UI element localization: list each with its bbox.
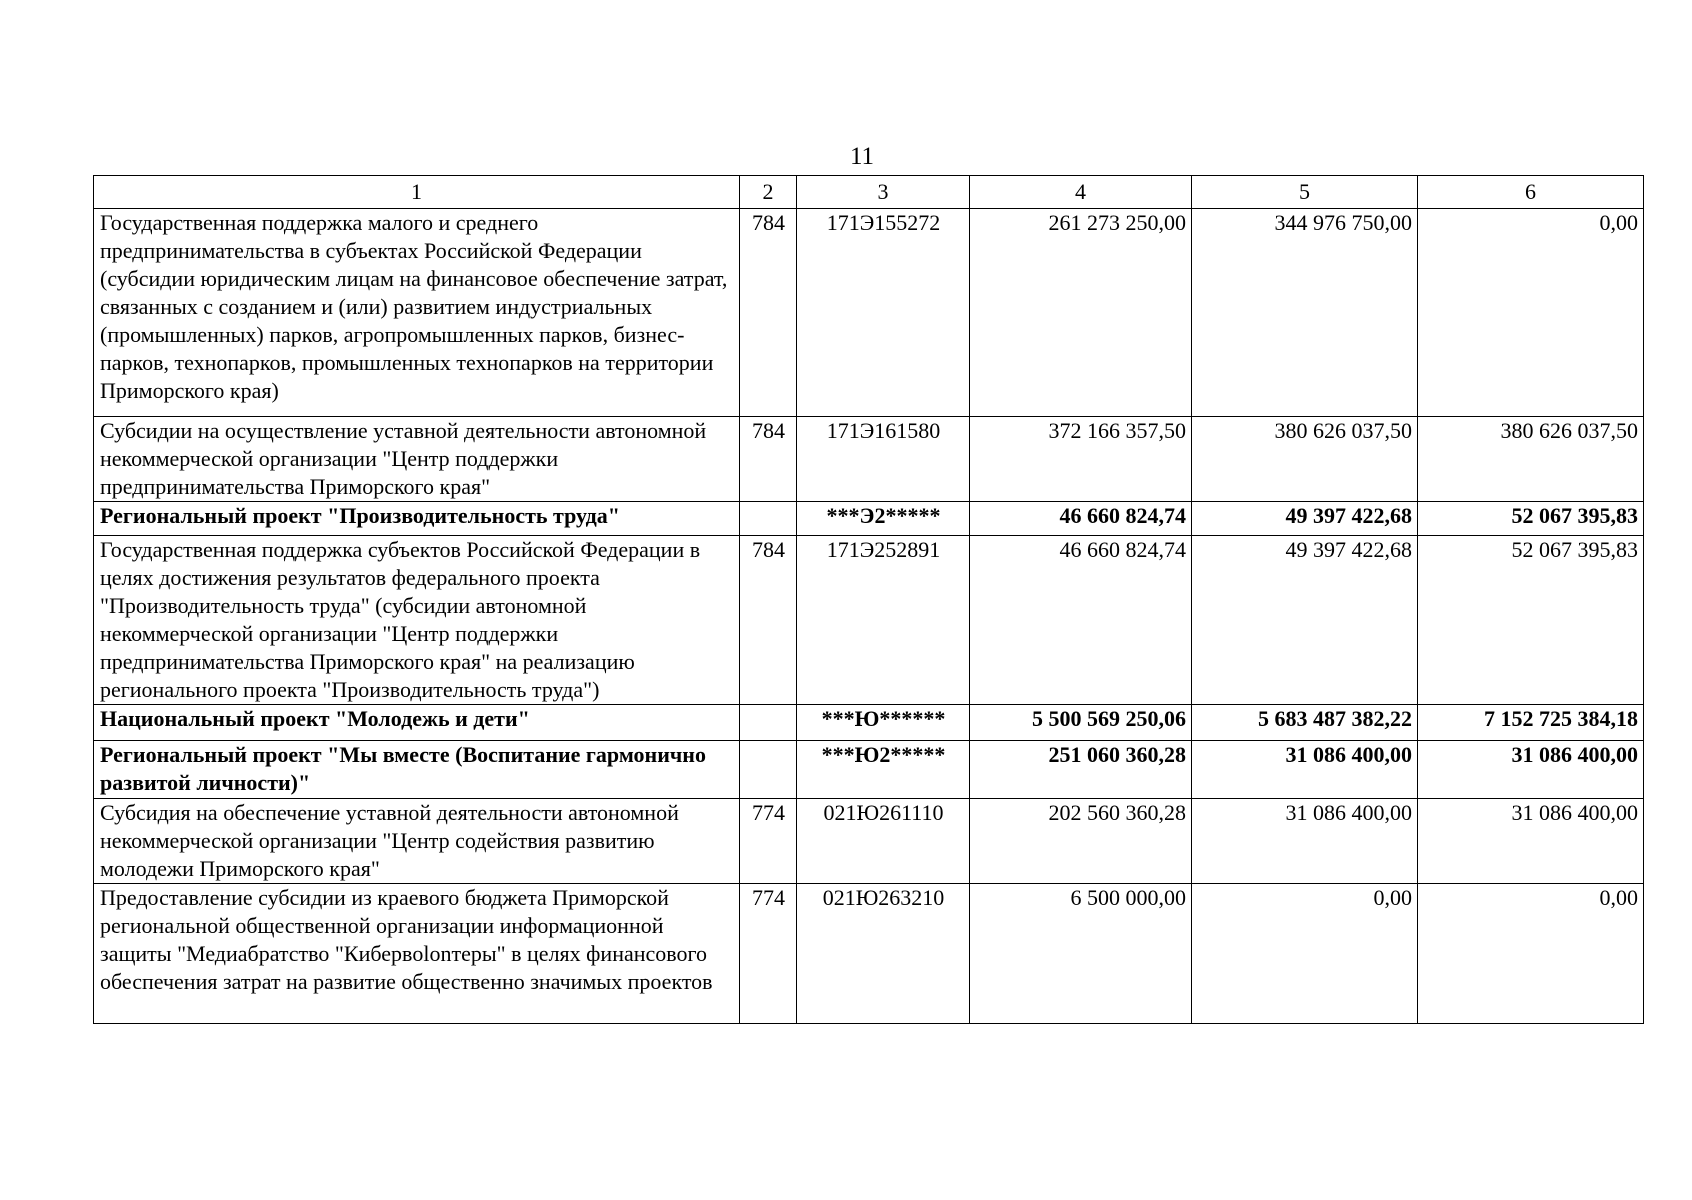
row-name: Региональный проект "Производительность труда": [94, 502, 740, 536]
table-row: [94, 417, 1644, 502]
row-target-code: ***Э2*****: [797, 502, 970, 536]
row-name: Субсидия на обеспечение уставной деятельности автономной некоммерческой организации "Центр содействия развитию молодежи Приморского края": [94, 799, 740, 884]
row-value-1: 202 560 360,28: [970, 799, 1192, 884]
row-target-code: ***Ю2*****: [797, 741, 970, 799]
row-value-2: 5 683 487 382,22: [1192, 705, 1418, 741]
row-value-3: 0,00: [1418, 209, 1644, 417]
row-target-code: 021Ю261110: [797, 799, 970, 884]
row-value-2: 380 626 037,50: [1192, 417, 1418, 502]
header-cell: 1: [94, 176, 740, 209]
row-name: Предоставление субсидии из краевого бюджета Приморской региональной общественной организации информационной защиты "Медиабратство "Кибервolonтеры" в целях финансового обеспечения затрат на развитие общественно значимых проектов: [94, 884, 740, 1024]
row-value-2: 0,00: [1192, 884, 1418, 1024]
row-name: Государственная поддержка субъектов Российской Федерации в целях достижения результатов федерального проекта "Производительность труда" (субсидии автономной некоммерческой организации "Центр поддержки предпринимательства Приморского края" на реализацию регионального проекта "Производительность труда"): [94, 536, 740, 705]
row-value-3: 52 067 395,83: [1418, 536, 1644, 705]
row-target-code: ***Ю******: [797, 705, 970, 741]
row-value-3: 52 067 395,83: [1418, 502, 1644, 536]
row-value-2: 344 976 750,00: [1192, 209, 1418, 417]
table-row-subtotal: [94, 741, 1644, 799]
row-value-1: 251 060 360,28: [970, 741, 1192, 799]
table-row-subtotal: [94, 502, 1644, 536]
row-value-2: 49 397 422,68: [1192, 502, 1418, 536]
row-value-2: 31 086 400,00: [1192, 741, 1418, 799]
row-value-1: 46 660 824,74: [970, 502, 1192, 536]
row-target-code: 171Э161580: [797, 417, 970, 502]
row-value-2: 49 397 422,68: [1192, 536, 1418, 705]
row-ministry-code: 774: [740, 884, 797, 1024]
row-value-3: 0,00: [1418, 884, 1644, 1024]
table-row-subtotal: [94, 705, 1644, 741]
table-row: [94, 209, 1644, 417]
table-header-row: [94, 176, 1644, 209]
row-value-1: 261 273 250,00: [970, 209, 1192, 417]
page-number: 11: [849, 143, 875, 170]
row-value-3: 380 626 037,50: [1418, 417, 1644, 502]
row-value-1: 5 500 569 250,06: [970, 705, 1192, 741]
row-name: Национальный проект "Молодежь и дети": [94, 705, 740, 741]
row-value-3: 31 086 400,00: [1418, 799, 1644, 884]
row-ministry-code: 784: [740, 536, 797, 705]
table-row: [94, 884, 1644, 1024]
row-ministry-code: [740, 502, 797, 536]
row-name: Региональный проект "Мы вместе (Воспитание гармонично развитой личности)": [94, 741, 740, 799]
row-name: Субсидии на осуществление уставной деятельности автономной некоммерческой организации "Центр поддержки предпринимательства Приморского края": [94, 417, 740, 502]
row-value-2: 31 086 400,00: [1192, 799, 1418, 884]
row-ministry-code: [740, 741, 797, 799]
table-row: [94, 799, 1644, 884]
row-ministry-code: 784: [740, 417, 797, 502]
header-cell: 5: [1192, 176, 1418, 209]
row-name: Государственная поддержка малого и среднего предпринимательства в субъектах Российской Федерации (субсидии юридическим лицам на финансовое обеспечение затрат, связанных с созданием и (или) развитием индустриальных (промышленных) парков, агропромышленных парков, бизнес-парков, технопарков, промышленных технопарков на территории Приморского края): [94, 209, 740, 417]
row-value-3: 31 086 400,00: [1418, 741, 1644, 799]
row-value-1: 46 660 824,74: [970, 536, 1192, 705]
row-value-1: 6 500 000,00: [970, 884, 1192, 1024]
row-target-code: 171Э252891: [797, 536, 970, 705]
row-ministry-code: [740, 705, 797, 741]
header-cell: 6: [1418, 176, 1644, 209]
budget-table: [93, 175, 1644, 1024]
row-value-1: 372 166 357,50: [970, 417, 1192, 502]
header-cell: 4: [970, 176, 1192, 209]
header-cell: 3: [797, 176, 970, 209]
row-target-code: 171Э155272: [797, 209, 970, 417]
row-ministry-code: 784: [740, 209, 797, 417]
header-cell: 2: [740, 176, 797, 209]
table-row: [94, 536, 1644, 705]
row-ministry-code: 774: [740, 799, 797, 884]
row-target-code: 021Ю263210: [797, 884, 970, 1024]
row-value-3: 7 152 725 384,18: [1418, 705, 1644, 741]
